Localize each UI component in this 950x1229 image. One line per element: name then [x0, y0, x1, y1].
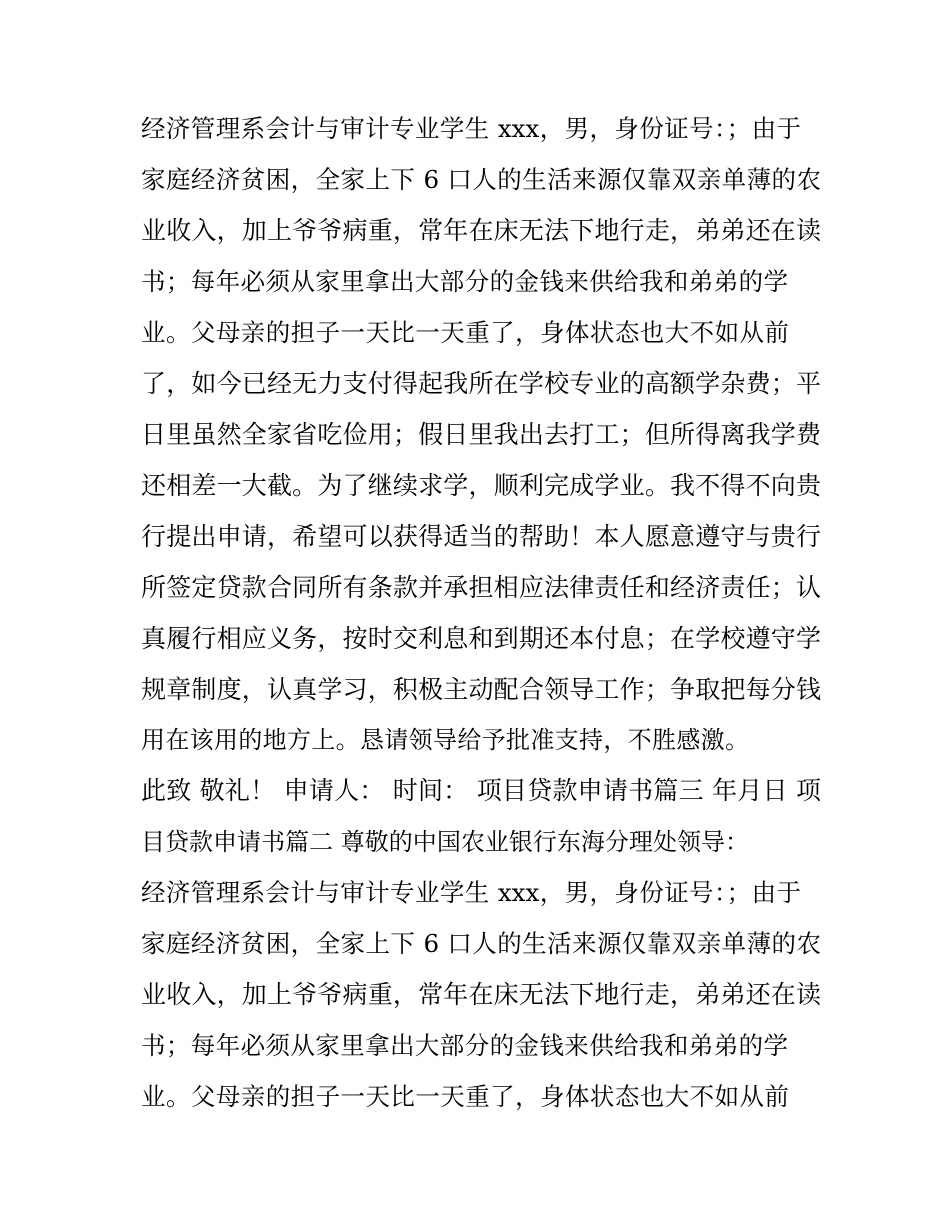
text-line: 所签定贷款合同所有条款并承担相应法律责任和经济责任；认 [141, 573, 821, 602]
text-line: 用在该用的地方上。恳请领导给予批准支持，不胜感激。 [141, 726, 749, 754]
text-line: 经济管理系会计与审计专业学生 xxx，男，身份证号：；由于 [141, 114, 801, 143]
text-line: 书；每年必须从家里拿出大部分的金钱来供给我和弟弟的学 [141, 267, 788, 296]
text-line: 书；每年必须从家里拿出大部分的金钱来供给我和弟弟的学 [141, 1031, 788, 1060]
text-line: 了，如今已经无力支付得起我所在学校专业的高额学杂费；平 [141, 369, 821, 398]
text-line: 家庭经济贫困，全家上下 6 口人的生活来源仅靠双亲单薄的农 [141, 929, 821, 958]
text-line: 业。父母亲的担子一天比一天重了，身体状态也大不如从前 [141, 1082, 789, 1111]
text-line: 业收入，加上爷爷病重，常年在床无法下地行走，弟弟还在读 [141, 216, 821, 245]
text-line: 还相差一大截。为了继续求学，顺利完成学业。我不得不向贵 [141, 471, 821, 500]
text-line: 目贷款申请书篇二 尊敬的中国农业银行东海分理处领导： [141, 828, 749, 856]
text-line: 行提出申请，希望可以获得适当的帮助！本人愿意遵守与贵行 [141, 522, 821, 551]
text-line: 家庭经济贫困，全家上下 6 口人的生活来源仅靠双亲单薄的农 [141, 165, 821, 194]
text-line: 规章制度，认真学习，积极主动配合领导工作；争取把每分钱 [141, 675, 821, 704]
text-line: 业收入，加上爷爷病重，常年在床无法下地行走，弟弟还在读 [141, 980, 821, 1009]
text-line: 经济管理系会计与审计专业学生 xxx，男，身份证号：；由于 [141, 878, 801, 907]
text-line: 此致 敬礼！ 申请人： 时间： 项目贷款申请书篇三 年月日 项 [141, 776, 821, 805]
text-line: 真履行相应义务，按时交利息和到期还本付息；在学校遵守学 [141, 624, 821, 653]
text-line: 业。父母亲的担子一天比一天重了，身体状态也大不如从前 [141, 318, 789, 347]
text-line: 日里虽然全家省吃俭用；假日里我出去打工；但所得离我学费 [141, 420, 821, 449]
